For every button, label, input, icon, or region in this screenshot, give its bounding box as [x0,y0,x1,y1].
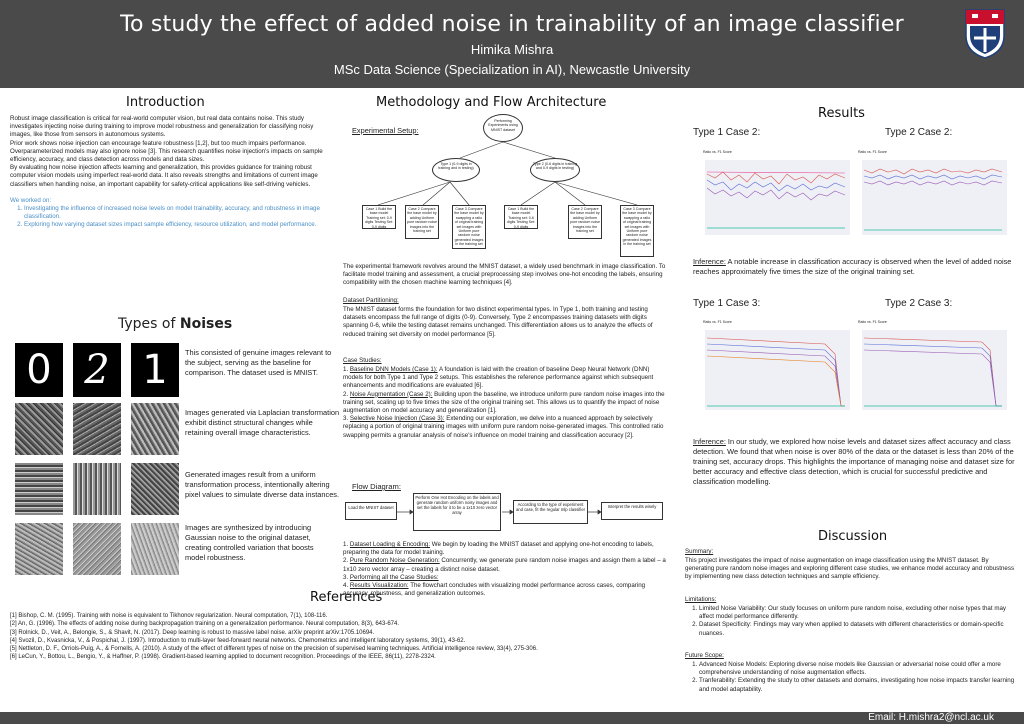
noise-description: Images generated via Laplacian transformation exhibit distinct structural changes while retaining overall image characteristics. [185,408,340,437]
discussion-title: Discussion [818,529,888,544]
chart-label: Type 2 Case 2: [885,127,953,138]
flow-step-box: According to the type of experiment and case, fit the regular mlp classifier [513,500,588,524]
list-item: 3. Performing all the Case Studies: [343,573,439,581]
list-item: 1. Dataset Loading & Encoding: We begin by loading the MNIST dataset and applying one-hot encoding to labels, preparing the data for model training. [343,541,654,557]
reference-item: [4] Svozil, D., Kvasnicka, V., & Pospichal, J. (1997). Introduction to multi-layer feed-forward neural networks. Chemometrics and intelligent laboratory systems, 39(1), 43-62. [10,637,466,644]
tree-type2-node: Type 2 (0-6 digits in training and 0-9 digits in testing) [530,158,580,182]
reference-item: [6] LeCun, Y., Bottou, L., Bengio, Y., & Haffner, P. (1998). Gradient-based learning applied to document recognition. Proceedings of the IEEE, 86(11), 2278-2324. [10,654,436,661]
chart-plot [705,330,850,410]
contact-email: Email: H.mishra2@ncl.ac.uk [868,712,994,723]
flow-diagram-label: Flow Diagram: [352,482,401,491]
chart-title: Ratio vs. F1 Score [858,150,887,154]
list-item: 1. Baseline DNN Models (Case 1): A foundation is laid with the creation of baseline Deep Neural Network (DNN) models for both Type 1 and Type 2 setups. This establishes the reference performance against which subsequent enhancements and modifications are evaluated [6]. [343,366,654,390]
chart-label: Type 1 Case 2: [693,127,761,138]
flow-steps-list [343,541,670,598]
partitioning-label: Dataset Partitioning: [343,297,399,304]
methodology-title: Methodology and Flow Architecture [376,95,607,110]
poster-footer [0,712,1024,724]
chart-title: Ratio vs. F1 Score [858,320,887,324]
laplacian-noise-image [15,403,63,455]
chart-title: Ratio vs. F1 Score [703,150,732,154]
references-title: References [310,590,383,605]
uniform-noise-image [15,463,63,515]
tree-case-node: Case 3 Compare the base model by swapping a ratio of original training set images with Uniform pure random noise generated images in the training set [620,205,654,257]
chart-title: Ratio vs. F1 Score [703,320,732,324]
framework-text: The experimental framework revolves around the MNIST dataset, a widely used benchmark in image classification. To facilitate model training and assessment, a crucial preprocessing step involves one-hot encoding the labels, ensuring compatibility with the chosen machine learning techniques [4]. [343,263,666,287]
inference-1: Inference: A notable increase in classification accuracy is observed when the level of added noise reaches approximately five times the size of the original training set. [693,257,1012,276]
noise-description: Images are synthesized by introducing Gaussian noise to the original dataset, creating controlled variation that boosts model robustness. [185,523,314,562]
list-item: 2. Pure Random Noise Generation: Concurrently, we generate pure random noise images and assign them a label – a 1x10 zero vector array – creating a distinct noise dataset. [343,557,666,573]
reference-item: [5] Nettleton, D. F., Orriols-Puig, A., & Fornells, A. (2010). A study of the effect of different types of noise on the precision of supervised learning techniques. Artificial intelligence review, 33(4), 275-306. [10,646,538,653]
chart-label: Type 1 Case 3: [693,298,761,309]
noise-description: Generated images result from a uniform transformation process, intentionally altering pixel values to simulate diverse data instances. [185,470,340,499]
list-item: 4. Results Visualization: The flowchart concludes with visualizing model performance across cases, comparing accuracy, robustness, and generalization outcomes. [343,582,646,598]
introduction-body [10,115,332,230]
gaussian-noise-image [15,523,63,575]
poster-header [0,0,1024,88]
case-studies-list [343,366,670,440]
list-item: 2. Tranferability: Extending the study to other datasets and domains, investigating how noise impacts transfer learning and model adaptability. [699,677,1015,693]
intro-paragraph: Prior work shows noise injection can encourage feature robustness [1,2], but too much impairs performance. Overparameterized models may also ignore noise [3]. This research quantifies noise injection's impacts on sample efficiency, accuracy, and class detection across models and data sizes. [10,139,323,164]
reference-item: [2] An, G. (1996). The effects of adding noise during backpropagation training on a generalization performance. Neural computation, 8(3), 643-674. [10,621,400,628]
results-title: Results [818,106,865,121]
experimental-setup-label: Experimental Setup: [352,126,419,135]
list-item: 2. Exploring how varying dataset sizes impact sample efficiency, resource utilization, and model performance. [24,221,332,229]
limitations-label: Limitations: [685,596,717,603]
partitioning-text: The MNIST dataset forms the foundation for two distinct experimental types. In Type 1, both training and testing datasets encompass the full range of digits (0-9). Conversely, Type 2 encompasses training datasets with digits spanning 0-6, while the testing dataset remains unchanged. This differentiation allows us to analyze the effects of reduced training set diversity on model performance [5]. [343,306,653,338]
reference-item: [1] Bishop, C. M. (1995). Training with noise is equivalent to Tikhonov regularization. Neural computation, 7(1), 108-116. [10,613,328,619]
tree-case-node: Case 1 Build the base model Training set: 0-9 digits Testing Set: 0-9 digits [362,205,396,229]
reference-item: [3] Rolnick, D., Veit, A., Belongie, S., & Shavit, N. (2017). Deep learning is robust to massive label noise. arXiv preprint arXiv:1705.10694. [10,629,375,636]
chart-plot [862,160,1007,235]
summary-label: Summary: [685,548,714,555]
poster-title: To study the effect of added noise in trainability of an image classifier [120,12,904,37]
gaussian-noise-image [131,523,179,575]
uniform-noise-image [73,463,121,515]
list-item: 2. Dataset Specificity: Findings may vary when applied to datasets with different characteristics or domain-specific nuances. [699,621,1015,637]
noises-title: Types of Noises [118,316,233,332]
case-studies-label: Case Studies: [343,357,382,364]
mnist-digit-image: 2 [73,343,121,397]
chart-type2-case3 [862,330,1007,410]
flow-step-box: Load the MNIST dataset [345,502,397,520]
flow-step-box: Perform One Hot Encoding on the labels and generate random uniform noisy images and set the labels for it to be a 1x10 zero vector array [413,493,501,531]
tree-case-node: Case 1 Build the base model Training set: 0-6 digits Testing Set: 0-9 digits [504,205,538,229]
limitations-list [685,605,1015,638]
worked-on-list [10,205,332,230]
future-scope-list [685,661,1015,694]
list-item: 1. Limited Noise Variability: Our study focuses on uniform pure random noise, excluding other noise types that may affect model performance differently. [699,605,1015,621]
noise-description: This consisted of genuine images relevant to the subject, serving as the baseline for comparison. The dataset used is MNIST. [185,348,332,377]
university-crest-icon [964,8,1006,60]
chart-type2-case2 [862,160,1007,235]
intro-paragraph: Robust image classification is critical for real-world computer vision, but real data contains noise. This study investigates injecting noise during training to improve model robustness and generalization for classifying noisy images, like those from sensors in autonomous systems. [10,115,314,139]
references-list [10,612,675,662]
summary-text: This project investigates the impact of noise augmentation on image classification using the MNIST dataset. By generating pure random noise images and exploring different case studies, we enhance model accuracy and robustness by implementing new class detection techniques and sample efficiency. [685,557,1015,581]
future-scope-label: Future Scope: [685,652,724,659]
mnist-digit-image: 0 [15,343,63,397]
affiliation: MSc Data Science (Specialization in AI), Newcastle University [333,62,691,77]
tree-case-node: Case 2 Compare the base model by adding Uniform pure random noise images into the training set [405,205,439,239]
inference-2: Inference: In our study, we explored how noise levels and dataset sizes affect accuracy and class detection. We found that when noise is over 80% of the data or the dataset is less than 20% of the training set, accuracy drops. This highlights the importance of managing noise and dataset size for better accuracy and effective class detection, which is crucial for successful predictive and classification modelling. [693,437,1015,486]
flow-step-box: Interpret the results wisely [601,502,663,520]
tree-case-node: Case 3 Compare the base model by swapping a ratio of original training set images with Uniform pure random noise generated images in the training set [452,205,486,249]
introduction-title: Introduction [126,95,205,110]
intro-paragraph: By evaluating how noise injection affects learning and generalization, this provides guidance for training robust computer vision models using imperfect real-world data. It also reveals strengths and limitations of current image classifiers when handling noise, an important capability for safety-critical applications like self-driving vehicles. [10,164,318,188]
list-item: 1. Investigating the influence of increased noise levels on model trainability, accuracy, and robustness in image classification. [24,205,332,221]
tree-root-node: Performing Experiments using MNIST dataset [483,114,523,142]
gaussian-noise-image [73,523,121,575]
worked-on-label: We worked on: [10,196,52,204]
uniform-noise-image [131,463,179,515]
list-item: 2. Noise Augmentation (Case 2): Building upon the baseline, we introduce uniform pure random noise images into the training set, scaling up to five times the size of the original training set. This allows us to quantify the impact of noise augmentation on model accuracy and generalization [1]. [343,390,665,415]
tree-case-node: Case 2 Compare the base model by adding Uniform pure random noise images into the training set [568,205,602,239]
chart-label: Type 2 Case 3: [885,298,953,309]
chart-type1-case3 [705,330,850,410]
tree-type1-node: Type 1 (0-9 digits in training and in testing) [432,158,480,182]
list-item: 1. Advanced Noise Models: Exploring diverse noise models like Gaussian or adversarial noise could offer a more comprehensive understanding of noise augmentation effects. [699,661,1015,677]
mnist-digit-image: 1 [131,343,179,397]
chart-plot [705,160,850,235]
chart-type1-case2 [705,160,850,235]
author-name: Himika Mishra [470,42,554,57]
list-item: 3. Selective Noise Injection (Case 3): Extending our exploration, we delve into a nuanced approach by selectively replacing a portion of original training images with uniform pure random noise-generated images. This controlled ratio swapping permits a granular analysis of noise's influence on model training and classification accuracy [2]. [343,415,664,439]
laplacian-noise-image [73,403,121,455]
chart-plot [862,330,1007,410]
laplacian-noise-image [131,403,179,455]
